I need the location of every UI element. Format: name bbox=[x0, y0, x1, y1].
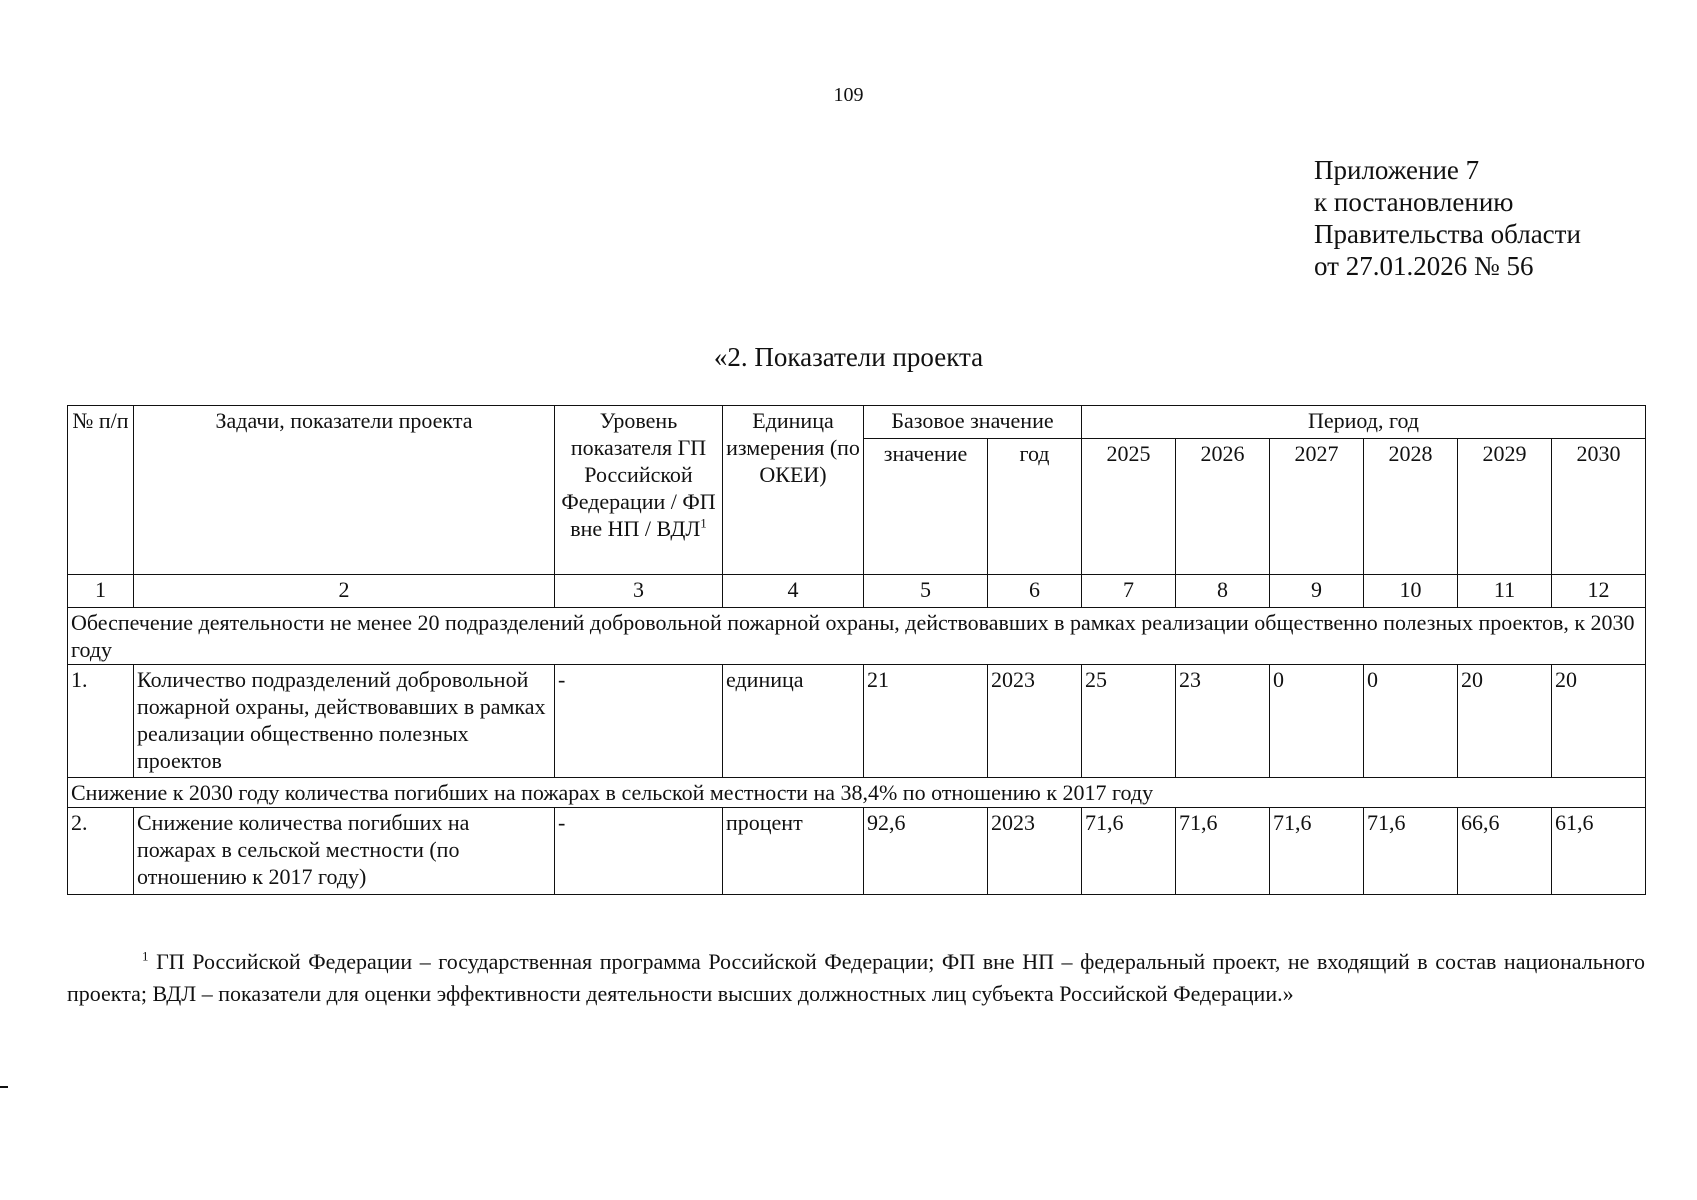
base-value: 92,6 bbox=[864, 808, 988, 895]
header-level-text: Уровень показателя ГП Российской Федерации / ФП вне НП / ВДЛ bbox=[561, 408, 716, 541]
appendix-line-3: Правительства области bbox=[1314, 219, 1581, 249]
header-year-2030: 2030 bbox=[1552, 439, 1646, 575]
column-number: 9 bbox=[1270, 575, 1364, 608]
goal-row bbox=[68, 608, 1646, 665]
column-number: 11 bbox=[1458, 575, 1552, 608]
footnote-text: ГП Российской Федерации – государственная программа Российской Федерации; ФП вне НП – федеральный проект, не входящий в состав национального проекта; ВДЛ – показатели для оценки эффективности деятельности высших должностных лиц субъекта Российской Федерации.» bbox=[67, 949, 1646, 1006]
margin-mark bbox=[0, 1086, 8, 1088]
base-year: 2023 bbox=[988, 665, 1082, 778]
page-number: 109 bbox=[833, 84, 864, 106]
table-row bbox=[68, 808, 1646, 895]
value-2026: 23 bbox=[1176, 665, 1270, 778]
header-period-group: Период, год bbox=[1082, 406, 1646, 439]
value-2028: 0 bbox=[1364, 665, 1458, 778]
indicators-table bbox=[67, 405, 1646, 895]
table-row bbox=[68, 665, 1646, 778]
column-number: 1 bbox=[68, 575, 134, 608]
column-number: 8 bbox=[1176, 575, 1270, 608]
column-number: 5 bbox=[864, 575, 988, 608]
column-number: 12 bbox=[1552, 575, 1646, 608]
document-title: «2. Показатели проекта bbox=[713, 342, 984, 372]
footnote bbox=[67, 946, 1645, 1010]
footnote-indent bbox=[67, 949, 142, 974]
header-num: № п/п bbox=[68, 406, 134, 575]
base-value: 21 bbox=[864, 665, 988, 778]
column-number: 4 bbox=[723, 575, 864, 608]
header-year-2029: 2029 bbox=[1458, 439, 1552, 575]
header-year-2028: 2028 bbox=[1364, 439, 1458, 575]
appendix-line-1: Приложение 7 bbox=[1314, 155, 1480, 185]
value-2026: 71,6 bbox=[1176, 808, 1270, 895]
goal-text: Обеспечение деятельности не менее 20 подразделений добровольной пожарной охраны, действовавших в рамках реализации общественно полезных проектов, к 2030 году bbox=[68, 608, 1646, 665]
value-2028: 71,6 bbox=[1364, 808, 1458, 895]
appendix-line-4: от 27.01.2026 № 56 bbox=[1314, 251, 1534, 281]
value-2025: 71,6 bbox=[1082, 808, 1176, 895]
row-num: 2. bbox=[68, 808, 134, 895]
value-2030: 61,6 bbox=[1552, 808, 1646, 895]
footnote-ref: 1 bbox=[700, 515, 707, 531]
header-year-2025: 2025 bbox=[1082, 439, 1176, 575]
header-base-year: год bbox=[988, 439, 1082, 575]
footnote-marker: 1 bbox=[142, 948, 149, 964]
column-number: 10 bbox=[1364, 575, 1458, 608]
header-unit: Единица измерения (по ОКЕИ) bbox=[723, 406, 864, 575]
goal-text: Снижение к 2030 году количества погибших на пожарах в сельской местности на 38,4% по отношению к 2017 году bbox=[68, 778, 1646, 808]
value-2025: 25 bbox=[1082, 665, 1176, 778]
value-2027: 71,6 bbox=[1270, 808, 1364, 895]
appendix-line-2: к постановлению bbox=[1314, 187, 1514, 217]
column-number: 6 bbox=[988, 575, 1082, 608]
header-level bbox=[555, 406, 723, 575]
goal-row bbox=[68, 778, 1646, 808]
header-year-2027: 2027 bbox=[1270, 439, 1364, 575]
base-year: 2023 bbox=[988, 808, 1082, 895]
value-2027: 0 bbox=[1270, 665, 1364, 778]
header-tasks: Задачи, показатели проекта bbox=[134, 406, 555, 575]
header-year-2026: 2026 bbox=[1176, 439, 1270, 575]
row-num: 1. bbox=[68, 665, 134, 778]
value-2029: 20 bbox=[1458, 665, 1552, 778]
indicator-level: - bbox=[555, 808, 723, 895]
indicator-name: Количество подразделений добровольной пожарной охраны, действовавших в рамках реализации общественно полезных проектов bbox=[134, 665, 555, 778]
indicator-name: Снижение количества погибших на пожарах в сельской местности (по отношению к 2017 году) bbox=[134, 808, 555, 895]
column-number: 2 bbox=[134, 575, 555, 608]
value-2030: 20 bbox=[1552, 665, 1646, 778]
header-base-group: Базовое значение bbox=[864, 406, 1082, 439]
column-numbers-row bbox=[68, 575, 1646, 608]
indicator-level: - bbox=[555, 665, 723, 778]
appendix-block bbox=[1314, 154, 1581, 282]
column-number: 7 bbox=[1082, 575, 1176, 608]
indicator-unit: процент bbox=[723, 808, 864, 895]
value-2029: 66,6 bbox=[1458, 808, 1552, 895]
column-number: 3 bbox=[555, 575, 723, 608]
indicator-unit: единица bbox=[723, 665, 864, 778]
header-base-value: значение bbox=[864, 439, 988, 575]
